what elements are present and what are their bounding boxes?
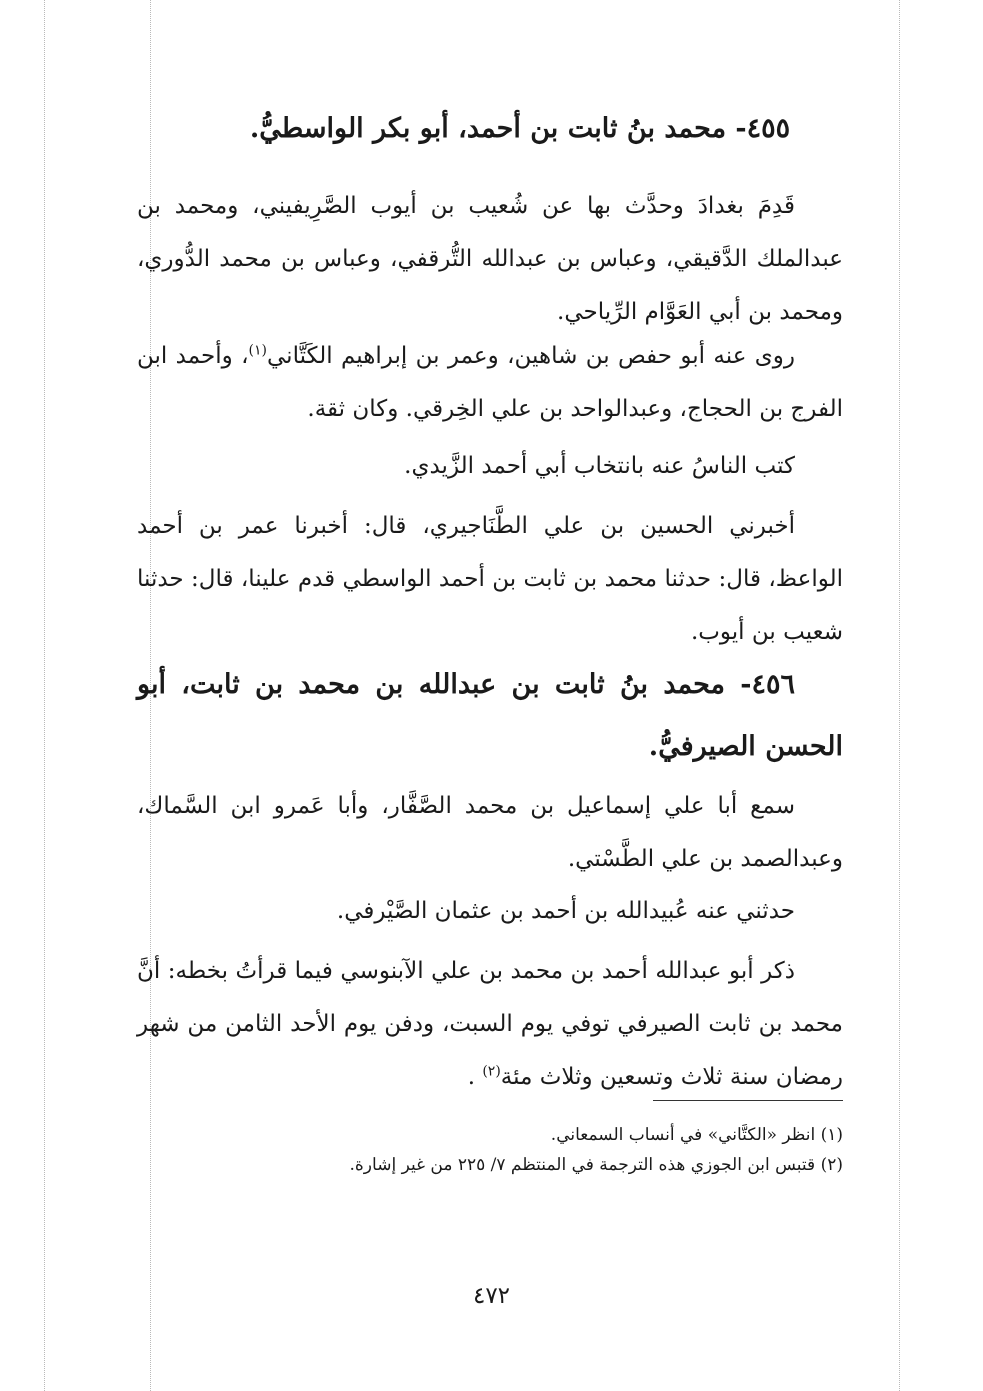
paragraph: سمع أبا علي إسماعيل بن محمد الصَّفَّار، وأبا عَمرو ابن السَّماك، وعبدالصمد بن علي الطَّسْتي. [137,793,843,872]
page-number: ٤٧٢ [472,1283,511,1309]
entry-456-narrator [137,885,843,938]
footnote: (٢) قتبس ابن الجوزي هذه الترجمة في المنتظم ٧/ ٢٢٥ من غير إشارة. [349,1155,843,1175]
paragraph [137,945,843,1104]
entry-455-isnad [137,500,843,659]
entry-heading: ٤٥٦- محمد بنُ ثابت بن عبدالله بن محمد بن ثابت، أبو الحسن الصيرفيُّ. [137,669,843,762]
entry-455-selection [137,440,843,493]
entry-455-narrators [137,330,843,436]
paragraph-text: . [467,1064,483,1090]
footnote-ref: (٢) [482,1063,501,1080]
scan-artifact-line [44,0,45,1391]
paragraph-text: ، وأحمد ابن الفرج بن الحجاج، وعبدالواحد بن علي الخِرقي. وكان ثقة. [137,343,843,422]
entry-456-body [137,780,843,886]
scan-artifact-line [899,0,900,1391]
paragraph: أخبرني الحسين بن علي الطَّنَاجيري، قال: أخبرنا عمر بن أحمد الواعظ، قال: حدثنا محمد بن ثابت بن أحمد الواسطي قدم علينا، قال: حدثنا شعيب بن أيوب. [137,513,843,645]
paragraph: قَدِمَ بغدادَ وحدَّث بها عن شُعيب بن أيوب الصَّرِيفيني، ومحمد بن عبدالملك الدَّقيقي، وعباس بن عبدالله التُّرقفي، وعباس بن محمد الدُّوري، ومحمد بن أبي العَوَّام الرِّياحي. [137,193,843,325]
paragraph: كتب الناسُ عنه بانتخاب أبي أحمد الزَّيدي. [404,453,795,479]
footnote-ref: (١) [248,342,268,359]
entry-456 [137,654,843,778]
entry-455 [137,100,843,158]
paragraph-text: روى عنه أبو حفص بن شاهين، وعمر بن إبراهيم الكَتَّاني [267,343,796,369]
paragraph: حدثني عنه عُبيدالله بن أحمد بن عثمان الصَّيْرفي. [336,898,795,924]
entry-heading: ٤٥٥- محمد بنُ ثابت بن أحمد، أبو بكر الواسطيُّ. [249,113,791,144]
paragraph-text: ذكر أبو عبدالله أحمد بن محمد بن علي الآبنوسي فيما قرأتُ بخطه: أنَّ محمد بن ثابت الصيرفي توفي يوم السبت، ودفن يوم الأحد الثامن من شهر رمضان سنة ثلاث وتسعين وثلاث مئة [137,958,843,1090]
entry-456-death [137,945,843,1104]
paragraph [137,330,843,436]
entry-455-body [137,180,843,339]
footnote-separator [653,1100,843,1101]
footnote: (١) انظر «الكتَّاني» في أنساب السمعاني. [550,1125,843,1145]
